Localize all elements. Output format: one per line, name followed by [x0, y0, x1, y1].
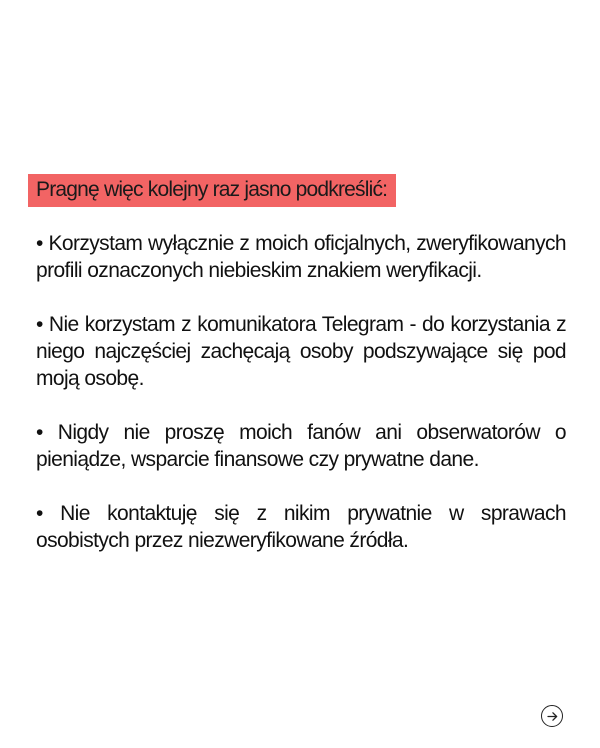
arrow-right-icon [546, 710, 559, 723]
statement-list [36, 230, 566, 581]
statement-point-verified-profiles: • Korzystam wyłącznie z moich oficjalnych, zweryfikowanych profili oznaczonych niebieskim znakiem weryfikacji. [36, 232, 566, 282]
highlighted-heading: Pragnę więc kolejny raz jasno podkreślić: [28, 174, 396, 207]
next-slide-button[interactable] [541, 705, 563, 727]
heading-block [28, 174, 396, 207]
statement-point-private-contact: • Nie kontaktuję się z nikim prywatnie w sprawach osobistych przez niezweryfikowane źródła. [36, 502, 566, 552]
statement-point-telegram: • Nie korzystam z komunikatora Telegram - do korzystania z niego najczęściej zachęcają osoby podszywające się pod moją osobę. [36, 313, 566, 390]
statement-point-money: • Nigdy nie proszę moich fanów ani obserwatorów o pieniądze, wsparcie finansowe czy prywatne dane. [36, 421, 566, 471]
